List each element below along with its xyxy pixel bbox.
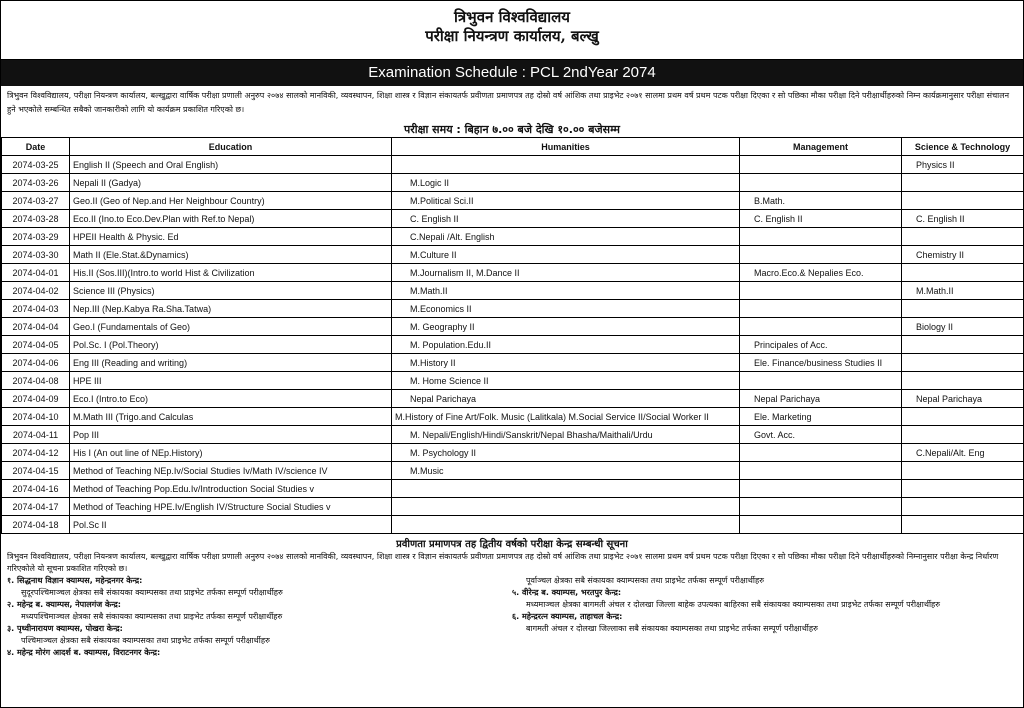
cell-education: Eco.II (Ino.to Eco.Dev.Plan with Ref.to Nepal) xyxy=(70,210,392,228)
cell-education: HPEII Health & Physic. Ed xyxy=(70,228,392,246)
cell-date: 2074-04-06 xyxy=(2,354,70,372)
exam-center-item xyxy=(7,623,512,647)
exam-center-description: सुदूरपश्चिमाञ्चल क्षेत्रका सबै संकायका क्याम्पसका तथा प्राइभेट तर्फका सम्पूर्ण परीक्षार्थीहरु xyxy=(21,588,283,597)
cell-humanities: M. Population.Edu.II xyxy=(392,336,740,354)
table-row xyxy=(2,336,1024,354)
cell-management xyxy=(740,300,902,318)
exam-centers-left xyxy=(7,575,512,659)
cell-education: Pol.Sc II xyxy=(70,516,392,534)
cell-date: 2074-03-27 xyxy=(2,192,70,210)
cell-education: His I (An out line of NEp.History) xyxy=(70,444,392,462)
cell-humanities: M.Logic II xyxy=(392,174,740,192)
table-row xyxy=(2,264,1024,282)
table-row xyxy=(2,354,1024,372)
table-header-row xyxy=(2,138,1024,156)
cell-science xyxy=(902,336,1024,354)
exam-center-item xyxy=(7,647,512,659)
exam-center-description: बागमती अंचल र दोलखा जिल्लाका सबै संकायका क्याम्पसका तथा प्राइभेट तर्फका सम्पूर्ण परीक्षार्थीहरु xyxy=(526,624,818,633)
table-row xyxy=(2,300,1024,318)
table-row xyxy=(2,426,1024,444)
cell-date: 2074-04-09 xyxy=(2,390,70,408)
cell-education: Geo.II (Geo of Nep.and Her Neighbour Country) xyxy=(70,192,392,210)
cell-education: Science III (Physics) xyxy=(70,282,392,300)
cell-humanities: M. Nepali/English/Hindi/Sanskrit/Nepal Bhasha/Maithali/Urdu xyxy=(392,426,740,444)
cell-education: Math II (Ele.Stat.&Dynamics) xyxy=(70,246,392,264)
cell-education: Method of Teaching HPE.Iv/English IV/Structure Social Studies v xyxy=(70,498,392,516)
exam-center-item xyxy=(512,587,1017,611)
notice-intro: त्रिभुवन विश्वविद्यालय, परीक्षा नियन्त्रण कार्यालय, बल्खुद्वारा वार्षिक परीक्षा प्रणाली अनुरुप २०७४ सालको मानविकी, व्यवस्थापन, शिक्षा शास्त्र र विज्ञान संकायतर्फ प्रवीणता प्रमाणपत्र तह दोस्रो वर्ष आंशिक तथा प्राइभेट २०७१ सालमा प्रथम वर्ष प्रथम पटक परीक्षा दिएका र सो पछिका मौका परीक्षा दिने परीक्षार्थीहरुको निम्नानुसार परीक्षा केन्द्र निर्धारण गरिएकोले यो सूचना प्रकाशित गरिएको छ। xyxy=(7,552,999,573)
cell-science xyxy=(902,516,1024,534)
cell-management xyxy=(740,318,902,336)
exam-center-description: मध्यपश्चिमाञ्चल क्षेत्रका सबै संकायका क्याम्पसका तथा प्राइभेट तर्फका सम्पूर्ण परीक्षार्थीहरु xyxy=(21,612,283,621)
exam-center-description: मध्यमाञ्चल क्षेत्रका बागमती अंचल र दोलखा जिल्ला बाहेक उपत्यका बाहिरका सबै संकायका क्याम्पसका तथा प्राइभेट तर्फका सम्पूर्ण परीक्षार्थीहरु xyxy=(526,600,941,609)
cell-education: Nep.III (Nep.Kabya Ra.Sha.Tatwa) xyxy=(70,300,392,318)
table-row xyxy=(2,390,1024,408)
cell-date: 2074-04-04 xyxy=(2,318,70,336)
cell-science xyxy=(902,426,1024,444)
cell-management xyxy=(740,444,902,462)
cell-date: 2074-04-03 xyxy=(2,300,70,318)
cell-science xyxy=(902,462,1024,480)
table-row xyxy=(2,516,1024,534)
cell-education: HPE III xyxy=(70,372,392,390)
cell-date: 2074-03-25 xyxy=(2,156,70,174)
cell-management: B.Math. xyxy=(740,192,902,210)
cell-education: Pol.Sc. I (Pol.Theory) xyxy=(70,336,392,354)
column-header-education: Education xyxy=(70,138,392,156)
cell-management xyxy=(740,462,902,480)
column-header-date: Date xyxy=(2,138,70,156)
cell-date: 2074-03-28 xyxy=(2,210,70,228)
table-row xyxy=(2,192,1024,210)
exam-center-name: ३. पृथ्वीनारायण क्याम्पस, पोखरा केन्द्र: xyxy=(7,624,123,633)
cell-science xyxy=(902,498,1024,516)
university-name: त्रिभुवन विश्वविद्यालय xyxy=(454,8,570,26)
exam-center-notice xyxy=(1,534,1023,659)
cell-humanities xyxy=(392,498,740,516)
cell-management: Principales of Acc. xyxy=(740,336,902,354)
cell-science xyxy=(902,372,1024,390)
cell-management xyxy=(740,480,902,498)
cell-management xyxy=(740,516,902,534)
cell-humanities: M.Journalism II, M.Dance II xyxy=(392,264,740,282)
cell-education: English II (Speech and Oral English) xyxy=(70,156,392,174)
cell-date: 2074-04-01 xyxy=(2,264,70,282)
cell-science xyxy=(902,300,1024,318)
cell-education: Geo.I (Fundamentals of Geo) xyxy=(70,318,392,336)
document-header xyxy=(1,1,1023,60)
table-row xyxy=(2,408,1024,426)
cell-education: Method of Teaching Pop.Edu.Iv/Introduction Social Studies v xyxy=(70,480,392,498)
table-row xyxy=(2,246,1024,264)
exam-center-description: पूर्वाञ्चल क्षेत्रका सबै संकायका क्याम्पसका तथा प्राइभेट तर्फका सम्पूर्ण परीक्षार्थीहरु xyxy=(526,576,764,585)
cell-management xyxy=(740,282,902,300)
cell-science xyxy=(902,408,1024,426)
cell-humanities: M.Music xyxy=(392,462,740,480)
cell-date: 2074-04-16 xyxy=(2,480,70,498)
cell-humanities xyxy=(392,480,740,498)
schedule-table-body xyxy=(2,156,1024,534)
cell-science xyxy=(902,264,1024,282)
intro-paragraph: त्रिभुवन विश्वविद्यालय, परीक्षा नियन्त्रण कार्यालय, बल्खुद्वारा वार्षिक परीक्षा प्रणाली अनुरुप २०७४ सालको मानविकी, व्यवस्थापन, शिक्षा शास्त्र र विज्ञान संकायतर्फ प्रवीणता प्रमाणपत्र तह दोस्रो वर्ष आंशिक तथा प्राइभेट २०७१ सालमा प्रथम वर्ष प्रथम पटक परीक्षा दिएका र सो पछिका मौका परीक्षा दिने परीक्षार्थीहरुको निम्न कार्यक्रमानुसार परीक्षा संचालन हुने भएकोले सम्बन्धित सबैको जानकारीको लागि यो कार्यक्रम प्रकाशित गरिएको छ। xyxy=(7,91,1010,114)
cell-humanities: M.Economics II xyxy=(392,300,740,318)
cell-humanities: M. Geography II xyxy=(392,318,740,336)
cell-science: M.Math.II xyxy=(902,282,1024,300)
exam-center-name: २. महेन्द्र ब. क्याम्पस, नेपालगंज केन्द्र: xyxy=(7,600,122,609)
cell-date: 2074-04-02 xyxy=(2,282,70,300)
table-row xyxy=(2,210,1024,228)
cell-education: His.II (Sos.III)(Intro.to world Hist & Civilization xyxy=(70,264,392,282)
exam-center-item xyxy=(512,575,1017,587)
cell-education: Method of Teaching NEp.Iv/Social Studies Iv/Math IV/science IV xyxy=(70,462,392,480)
cell-management xyxy=(740,228,902,246)
cell-education: Pop III xyxy=(70,426,392,444)
notice-title: प्रवीणता प्रमाणपत्र तह द्वितीय वर्षको परीक्षा केन्द्र सम्बन्धी सूचना xyxy=(396,539,628,550)
cell-science: C.Nepali/Alt. Eng xyxy=(902,444,1024,462)
exam-center-name: ६. महेन्द्ररत्न क्याम्पस, ताहाचल केन्द्र: xyxy=(512,612,623,621)
cell-humanities: Nepal Parichaya xyxy=(392,390,740,408)
exam-center-item xyxy=(7,575,512,599)
exam-center-name: ४. महेन्द्र मोरंग आदर्श ब. क्याम्पस, विराटनगर केन्द्र: xyxy=(7,648,161,657)
cell-education: Eco.I (Intro.to Eco) xyxy=(70,390,392,408)
table-row xyxy=(2,228,1024,246)
cell-science xyxy=(902,228,1024,246)
exam-centers-right xyxy=(512,575,1017,659)
exam-time: परीक्षा समय : बिहान ७.०० बजे देखि १०.०० बजेसम्म xyxy=(404,123,620,136)
cell-science xyxy=(902,192,1024,210)
exam-center-description: पश्चिमाञ्चल क्षेत्रका सबै संकायका क्याम्पसका तथा प्राइभेट तर्फका सम्पूर्ण परीक्षार्थीहरु xyxy=(21,636,270,645)
cell-humanities: M.History II xyxy=(392,354,740,372)
cell-science xyxy=(902,480,1024,498)
cell-humanities: M.Culture II xyxy=(392,246,740,264)
cell-management: Nepal Parichaya xyxy=(740,390,902,408)
cell-science: Biology II xyxy=(902,318,1024,336)
cell-date: 2074-04-15 xyxy=(2,462,70,480)
table-row xyxy=(2,156,1024,174)
cell-humanities: M.History of Fine Art/Folk. Music (Lalitkala) M.Social Service II/Social Worker II xyxy=(392,408,740,426)
cell-management xyxy=(740,174,902,192)
cell-date: 2074-03-29 xyxy=(2,228,70,246)
cell-science xyxy=(902,174,1024,192)
exam-center-name: १. सिद्धनाथ विज्ञान क्याम्पस, महेन्द्रनगर केन्द्र: xyxy=(7,576,143,585)
table-row xyxy=(2,498,1024,516)
cell-date: 2074-04-11 xyxy=(2,426,70,444)
cell-management: Govt. Acc. xyxy=(740,426,902,444)
schedule-table xyxy=(1,137,1024,534)
cell-humanities: M.Political Sci.II xyxy=(392,192,740,210)
cell-management: Macro.Eco.& Nepalies Eco. xyxy=(740,264,902,282)
cell-date: 2074-04-05 xyxy=(2,336,70,354)
cell-date: 2074-03-26 xyxy=(2,174,70,192)
cell-science: Physics II xyxy=(902,156,1024,174)
exam-centers xyxy=(7,575,1017,659)
column-header-science: Science & Technology xyxy=(902,138,1024,156)
cell-science: Nepal Parichaya xyxy=(902,390,1024,408)
column-header-humanities: Humanities xyxy=(392,138,740,156)
cell-science: C. English II xyxy=(902,210,1024,228)
table-row xyxy=(2,462,1024,480)
table-row xyxy=(2,318,1024,336)
table-row xyxy=(2,444,1024,462)
schedule-title: Examination Schedule : PCL 2ndYear 2074 xyxy=(1,60,1023,86)
exam-center-item xyxy=(512,611,1017,635)
table-row xyxy=(2,372,1024,390)
cell-education: Eng III (Reading and writing) xyxy=(70,354,392,372)
cell-management xyxy=(740,372,902,390)
cell-education: M.Math III (Trigo.and Calculas xyxy=(70,408,392,426)
cell-management xyxy=(740,498,902,516)
cell-management: C. English II xyxy=(740,210,902,228)
cell-management xyxy=(740,246,902,264)
exam-center-name: ५. वीरेन्द्र ब. क्याम्पस, भरतपुर केन्द्र: xyxy=(512,588,622,597)
cell-date: 2074-03-30 xyxy=(2,246,70,264)
cell-education: Nepali II (Gadya) xyxy=(70,174,392,192)
table-row xyxy=(2,480,1024,498)
cell-humanities: M.Math.II xyxy=(392,282,740,300)
cell-date: 2074-04-12 xyxy=(2,444,70,462)
cell-humanities: M. Home Science II xyxy=(392,372,740,390)
cell-date: 2074-04-18 xyxy=(2,516,70,534)
cell-humanities xyxy=(392,516,740,534)
cell-humanities: M. Psychology II xyxy=(392,444,740,462)
column-header-management: Management xyxy=(740,138,902,156)
cell-date: 2074-04-08 xyxy=(2,372,70,390)
cell-date: 2074-04-10 xyxy=(2,408,70,426)
cell-humanities: C. English II xyxy=(392,210,740,228)
table-row xyxy=(2,174,1024,192)
cell-management xyxy=(740,156,902,174)
office-name: परीक्षा नियन्त्रण कार्यालय, बल्खु xyxy=(425,27,599,45)
cell-management: Ele. Finance/business Studies II xyxy=(740,354,902,372)
cell-humanities xyxy=(392,156,740,174)
table-row xyxy=(2,282,1024,300)
cell-humanities: C.Nepali /Alt. English xyxy=(392,228,740,246)
cell-date: 2074-04-17 xyxy=(2,498,70,516)
cell-management: Ele. Marketing xyxy=(740,408,902,426)
cell-science: Chemistry II xyxy=(902,246,1024,264)
exam-center-item xyxy=(7,599,512,623)
cell-science xyxy=(902,354,1024,372)
